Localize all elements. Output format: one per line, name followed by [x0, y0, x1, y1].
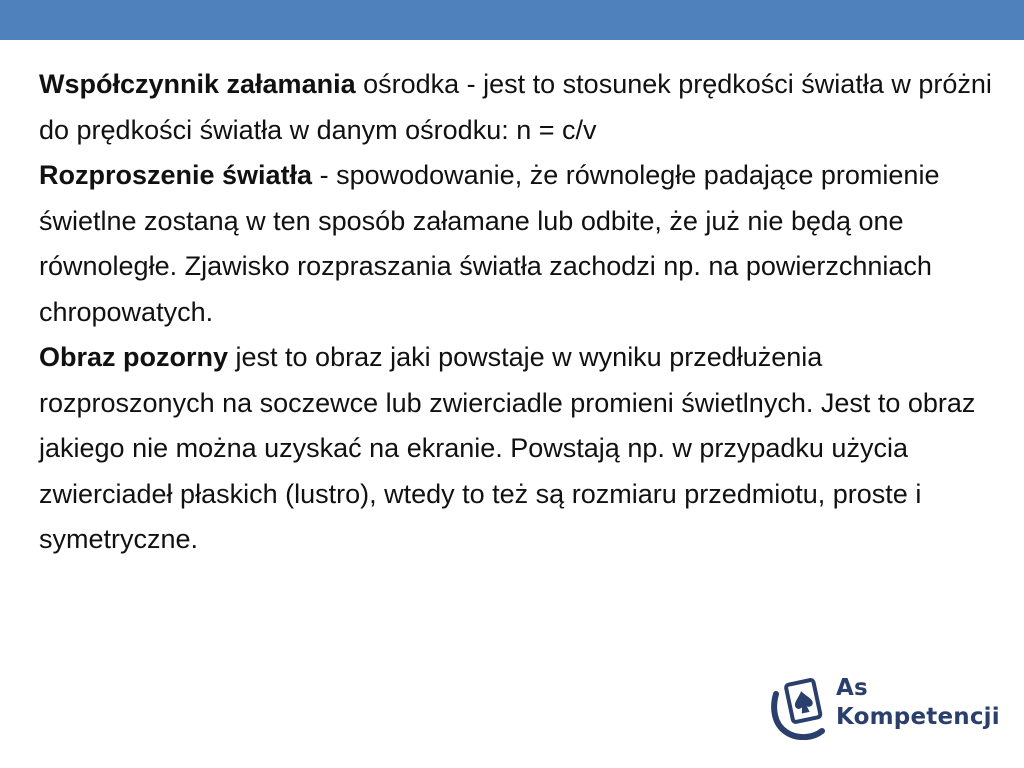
card-spade-icon	[770, 672, 832, 740]
slide-text	[39, 62, 999, 563]
definition-virtual-image: jest to obraz jaki powstaje w wyniku przedłużenia rozproszonych na soczewce lub zwierciadle promieni świetlnych. Jest to obraz jakiego nie można uzyskać na ekranie. Powstają np. w przypadku użycia zwierciadeł płaskich (lustro), wtedy to też są rozmiaru przedmiotu, proste i symetryczne.	[39, 342, 976, 554]
logo-line-2: Kompetencji	[836, 704, 1000, 730]
logo-wordmark	[836, 674, 1000, 732]
logo-line-1: As	[836, 675, 868, 701]
paragraph-refractive-index	[39, 62, 999, 153]
term-light-scattering: Rozproszenie światła	[39, 160, 313, 190]
paragraph-light-scattering	[39, 153, 999, 335]
logo	[770, 672, 1000, 742]
header-bar	[0, 0, 1024, 40]
term-refractive-index: Współczynnik załamania	[39, 69, 356, 99]
definition-light-scattering: - spowodowanie, że równoległe padające promienie świetlne zostaną w ten sposób załamane lub odbite, że już nie będą one równoległe. Zjawisko rozpraszania światła zachodzi np. na powierzchniach chropowatych.	[39, 160, 940, 327]
definition-refractive-index: ośrodka - jest to stosunek prędkości światła w próżni do prędkości światła w danym ośrodku: n = c/v	[39, 69, 992, 145]
paragraph-virtual-image	[39, 335, 999, 563]
term-virtual-image: Obraz pozorny	[39, 342, 229, 372]
